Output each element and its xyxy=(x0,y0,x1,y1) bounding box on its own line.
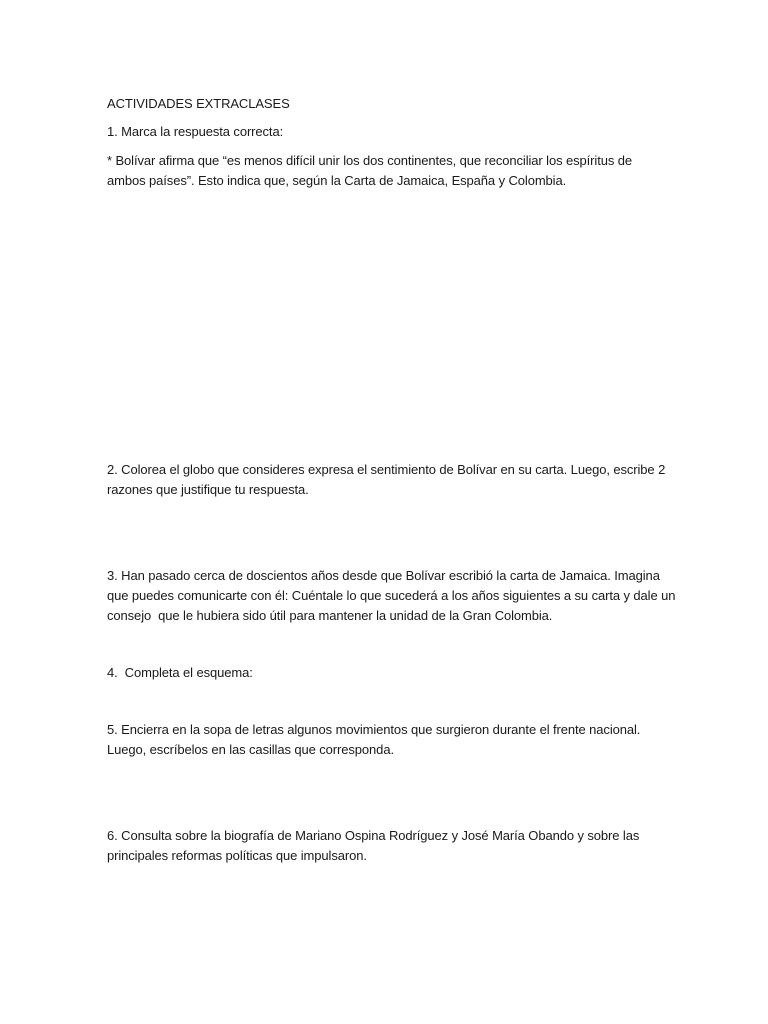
question-4: 4. Completa el esquema: xyxy=(107,665,253,680)
document-title: ACTIVIDADES EXTRACLASES xyxy=(107,96,290,111)
question-2 xyxy=(107,460,677,500)
question-1-statement-line: * Bolívar afirma que “es menos difícil unir los dos continentes, que reconciliar los espíritus de xyxy=(107,153,633,168)
question-2-line: razones que justifique tu respuesta. xyxy=(107,482,309,497)
question-3-line: 3. Han pasado cerca de doscientos años desde que Bolívar escribió la carta de Jamaica. Imagina xyxy=(107,568,660,583)
question-6 xyxy=(107,826,667,866)
question-3-line: que puedes comunicarte con él: Cuéntale lo que sucederá a los años siguientes a su carta y dale un xyxy=(107,588,676,603)
question-1-statement-line: ambos países”. Esto indica que, según la Carta de Jamaica, España y Colombia. xyxy=(107,173,567,188)
question-5-line: 5. Encierra en la sopa de letras algunos movimientos que surgieron durante el frente nacional. xyxy=(107,722,641,737)
question-6-line: principales reformas políticas que impulsaron. xyxy=(107,848,367,863)
question-5-line: Luego, escríbelos en las casillas que corresponda. xyxy=(107,742,394,757)
question-1-statement xyxy=(107,151,647,191)
question-1-heading: 1. Marca la respuesta correcta: xyxy=(107,124,284,139)
question-6-line: 6. Consulta sobre la biografía de Mariano Ospina Rodríguez y José María Obando y sobre las xyxy=(107,828,640,843)
question-5 xyxy=(107,720,667,760)
question-2-line: 2. Colorea el globo que consideres expresa el sentimiento de Bolívar en su carta. Luego, escribe 2 xyxy=(107,462,666,477)
question-3 xyxy=(107,566,682,626)
question-3-line: consejo que le hubiera sido útil para mantener la unidad de la Gran Colombia. xyxy=(107,608,553,623)
